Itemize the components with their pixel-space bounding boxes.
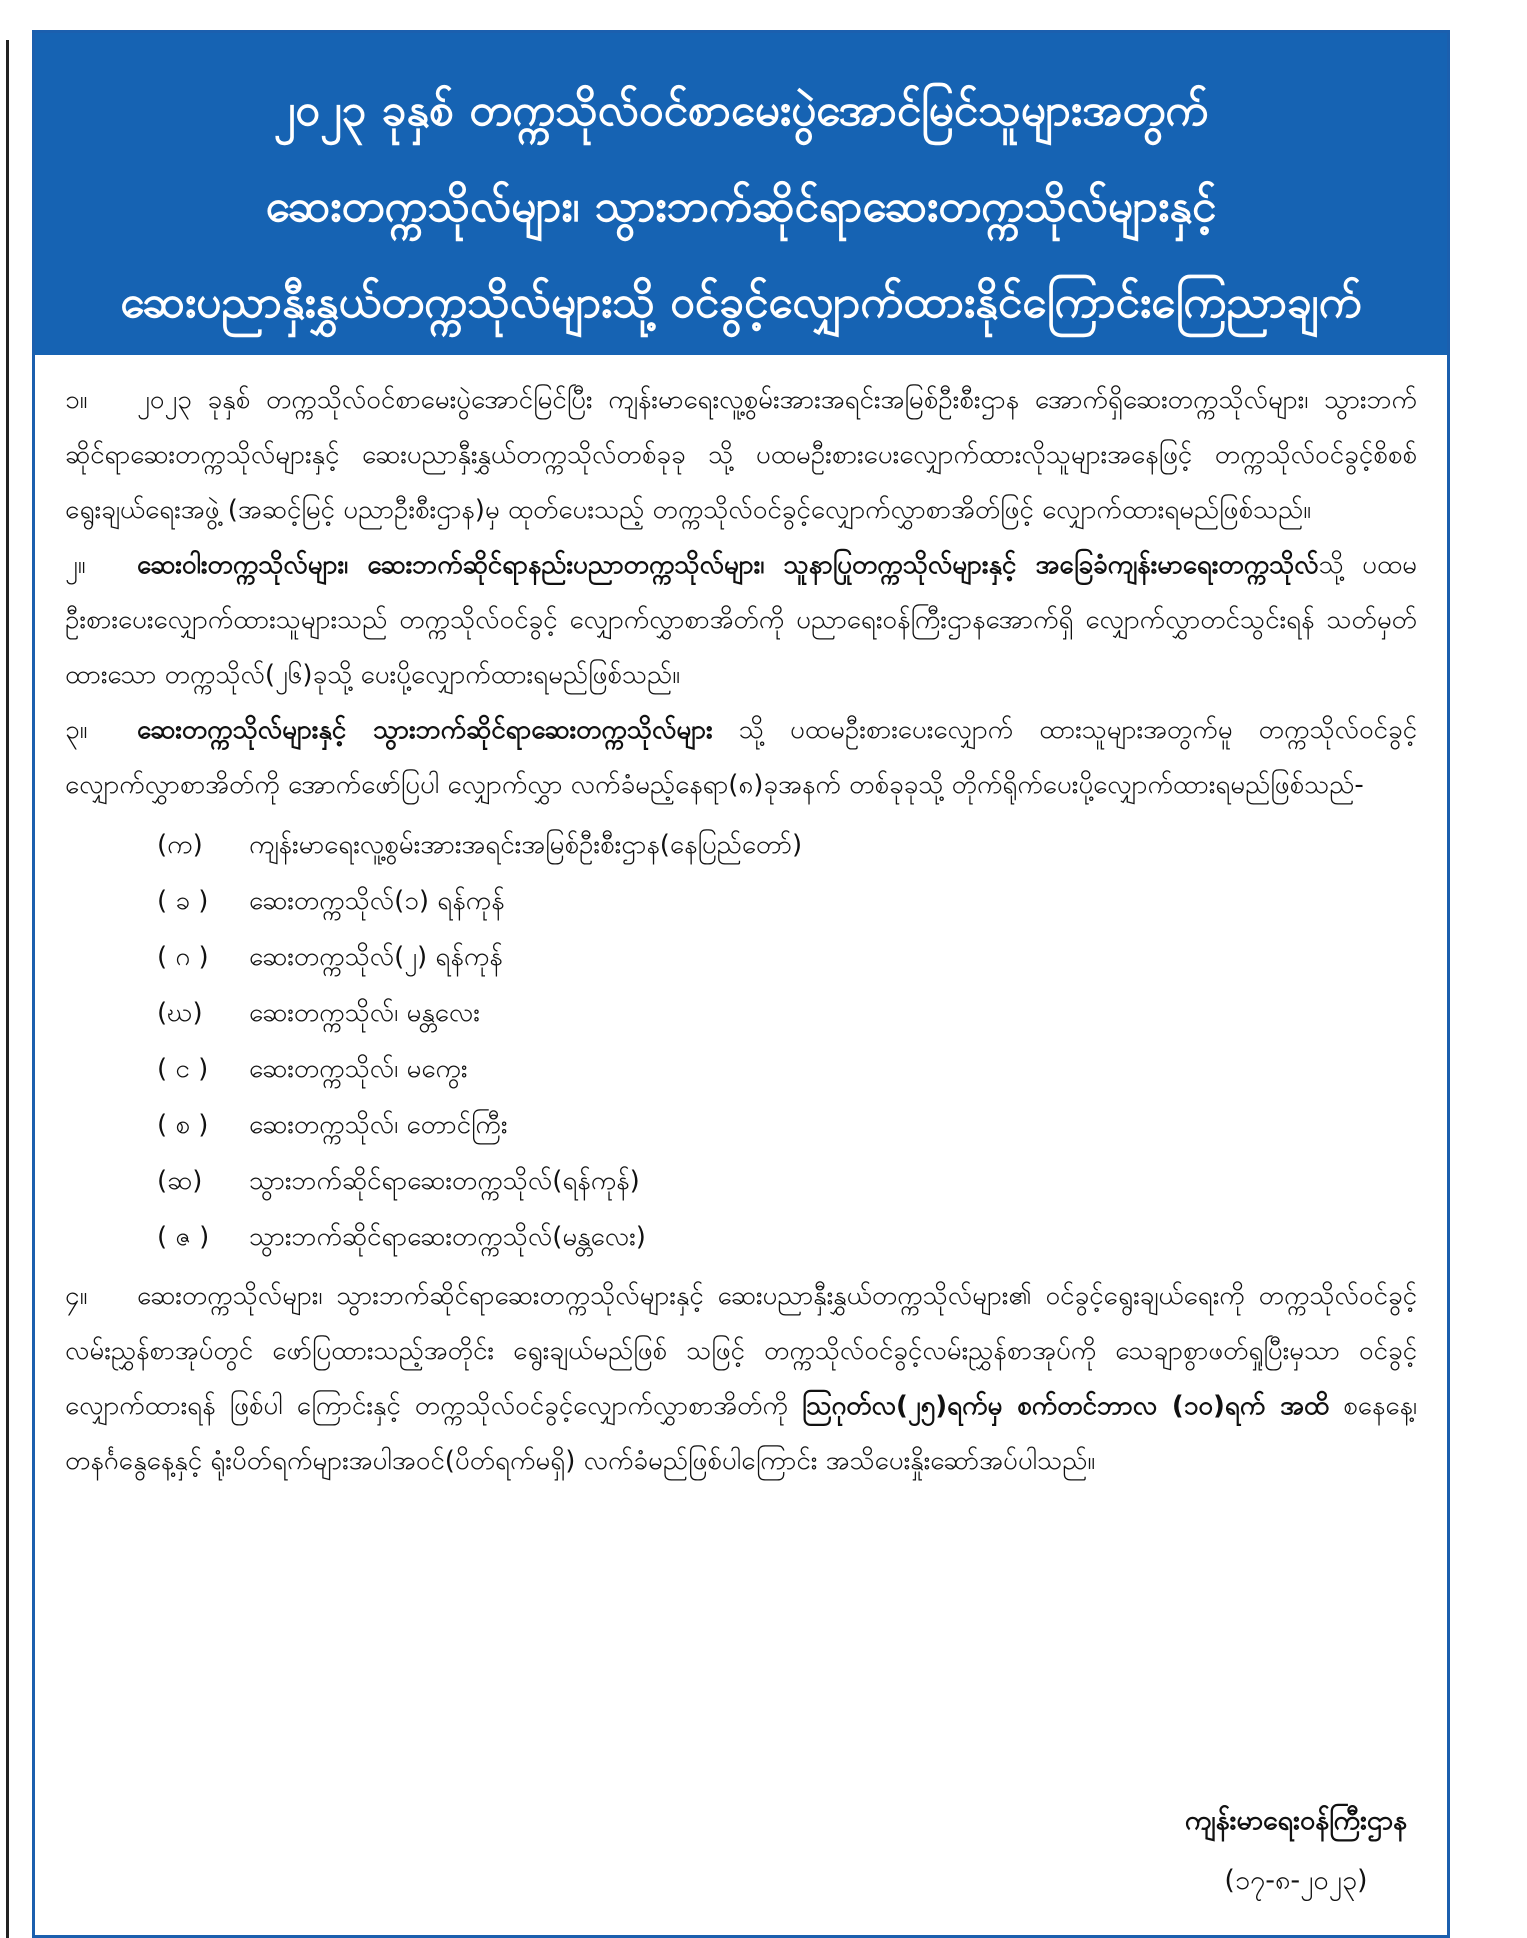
paragraph-4-text-2: စနေနေ့၊ တနင်္ဂနွေနေ့နှင့် ရုံးပိတ်ရက်များအပါအဝင်(ပိတ်ရက်မရှိ) လက်ခံမည်ဖြစ်ပါကြောင်း အသိပေးနှိုးဆော်အပ်ပါသည်။	[65, 1391, 1418, 1476]
list-item-name: သွားဘက်ဆိုင်ရာဆေးတက္ကသိုလ်(မန္တလေး)	[249, 1222, 646, 1252]
list-item-name: ဆေးတက္ကသိုလ်(၂) ရန်ကုန်	[249, 942, 503, 972]
title-line-3: ဆေးပညာနှီးနွှယ်တက္ကသိုလ်များသို့ ဝင်ခွင့်လျှောက်ထားနိုင်ကြောင်းကြေညာချက်	[120, 277, 1362, 328]
paragraph-3-text: သို့ ပထမဦးစားပေးလျှောက် ထားသူများအတွက်မူ တက္ကသိုလ်ဝင်ခွင့်လျှောက်လွှာစာအိတ်ကို အောက်ဖော်ပြပါ လျှောက်လွှာ လက်ခံမည့်နေရာ(၈)ခုအနက် တစ်ခုခုသို့ တိုက်ရိုက်ပေးပို့လျှောက်ထားရမည်ဖြစ်သည်-	[65, 715, 1418, 800]
list-item-mark: ( ဇ )	[157, 1222, 210, 1252]
list-item	[65, 929, 1417, 985]
list-item	[65, 1209, 1417, 1265]
title-banner	[35, 33, 1447, 355]
paragraph-2-text: သို့ ပထမဦးစားပေးလျှောက်ထားသူများသည် တက္ကသိုလ်ဝင်ခွင့် လျှောက်လွှာစာအိတ်ကို ပညာရေးဝန်ကြီးဌာနအောက်ရှိ လျှောက်လွှာတင်သွင်းရန် သတ်မှတ်ထားသော တက္ကသိုလ်(၂၆)ခုသို့ ပေးပို့လျှောက်ထားရမည်ဖြစ်သည်။	[65, 550, 1417, 690]
paragraph-2-bold-text: ဆေးဝါးတက္ကသိုလ်များ၊ ဆေးဘက်ဆိုင်ရာနည်းပညာတက္ကသိုလ်များ၊ သူနာပြုတက္ကသိုလ်များနှင့် အခြေခံကျန်းမာရေးတက္ကသိုလ်	[137, 550, 1319, 580]
list-item-mark: ( ခ )	[157, 886, 209, 916]
paragraph-4-text-1: ဆေးတက္ကသိုလ်များ၊ သွားဘက်ဆိုင်ရာဆေးတက္ကသိုလ်များနှင့် ဆေးပညာနှီးနွှယ်တက္ကသိုလ်များ၏ ဝင်ခွင့်ရွေးချယ်ရေးကို တက္ကသိုလ်ဝင်ခွင့်လမ်းညွှန်စာအုပ်တွင် ဖော်ပြထားသည့်အတိုင်း ရွေးချယ်မည်ဖြစ် သဖြင့် တက္ကသိုလ်ဝင်ခွင့်လမ်းညွှန်စာအုပ်ကို သေချာစွာဖတ်ရှုပြီးမှသာ ဝင်ခွင့်လျှောက်ထားရန် ဖြစ်ပါ ကြောင်းနှင့် တက္ကသိုလ်ဝင်ခွင့်လျှောက်လွှာစာအိတ်ကို	[65, 1281, 1417, 1421]
paragraph-3	[65, 703, 1417, 813]
list-item	[65, 817, 1417, 873]
list-item-name: သွားဘက်ဆိုင်ရာဆေးတက္ကသိုလ်(ရန်ကုန်)	[249, 1166, 640, 1196]
list-item-name: ဆေးတက္ကသိုလ်၊ မကွေး	[249, 1054, 468, 1084]
paragraph-4-number: ၄။	[65, 1281, 88, 1311]
list-item	[65, 1041, 1417, 1097]
paragraph-4	[65, 1269, 1417, 1489]
paragraph-1-number: ၁။	[65, 385, 88, 415]
list-item	[65, 873, 1417, 929]
application-locations-list	[65, 817, 1417, 1265]
list-item-mark: ( စ )	[157, 1110, 209, 1140]
paragraph-1-text: ၂၀၂၃ ခုနှစ် တက္ကသိုလ်ဝင်စာမေးပွဲအောင်မြင်ပြီး ကျန်းမာရေးလူ့စွမ်းအားအရင်းအမြစ်ဦးစီးဌာန အောက်ရှိဆေးတက္ကသိုလ်များ၊ သွားဘက်ဆိုင်ရာဆေးတက္ကသိုလ်များနှင့် ဆေးပညာနှီးနွှယ်တက္ကသိုလ်တစ်ခုခု သို့ ပထမဦးစားပေးလျှောက်ထားလိုသူများအနေဖြင့် တက္ကသိုလ်ဝင်ခွင့်စိစစ်ရွေးချယ်ရေးအဖွဲ့ (အဆင့်မြင့် ပညာဦးစီးဌာန)မှ ထုတ်ပေးသည့် တက္ကသိုလ်ဝင်ခွင့်လျှောက်လွှာစာအိတ်ဖြင့် လျှောက်ထားရမည်ဖြစ်သည်။	[65, 385, 1417, 525]
left-margin-rule	[6, 40, 9, 1938]
signature-block	[1185, 1791, 1407, 1911]
issuing-office: ကျန်းမာရေးဝန်ကြီးဌာန	[1184, 1805, 1407, 1836]
paragraph-2	[65, 538, 1417, 703]
list-item-mark: ( င )	[157, 1054, 209, 1084]
list-item-mark: ( ဂ )	[157, 942, 209, 972]
issue-date: (၁၇-၈-၂၀၂၃)	[1224, 1865, 1368, 1896]
title-line-1: ၂၀၂၃ ခုနှစ် တက္ကသိုလ်ဝင်စာမေးပွဲအောင်မြင်သူများအတွက်	[273, 85, 1209, 136]
paragraph-1	[65, 373, 1417, 538]
paragraph-3-number: ၃။	[65, 715, 88, 745]
paragraph-2-number: ၂။	[65, 550, 86, 580]
list-item	[65, 1153, 1417, 1209]
list-item-name: ဆေးတက္ကသိုလ်၊ တောင်ကြီး	[249, 1110, 508, 1140]
list-item-name: ဆေးတက္ကသိုလ်၊ မန္တလေး	[249, 998, 480, 1028]
list-item-mark: (က)	[157, 830, 203, 860]
notice-body	[35, 355, 1447, 1489]
title-line-2: ဆေးတက္ကသိုလ်များ၊ သွားဘက်ဆိုင်ရာဆေးတက္ကသိုလ်များနှင့်	[265, 181, 1217, 232]
list-item-mark: (ဆ)	[157, 1166, 203, 1196]
announcement-notice	[32, 30, 1450, 1938]
paragraph-4-bold-text: ဩဂုတ်လ(၂၅)ရက်မှ စက်တင်ဘာလ (၁၀)ရက် အထိ	[801, 1391, 1330, 1421]
paragraph-3-bold-text: ဆေးတက္ကသိုလ်များနှင့် သွားဘက်ဆိုင်ရာဆေးတက္ကသိုလ်များ	[137, 715, 713, 745]
list-item	[65, 1097, 1417, 1153]
list-item	[65, 985, 1417, 1041]
list-item-name: ဆေးတက္ကသိုလ်(၁) ရန်ကုန်	[249, 886, 505, 916]
list-item-mark: (ဃ)	[157, 998, 203, 1028]
list-item-name: ကျန်းမာရေးလူ့စွမ်းအားအရင်းအမြစ်ဦးစီးဌာန(နေပြည်တော်)	[249, 830, 803, 860]
